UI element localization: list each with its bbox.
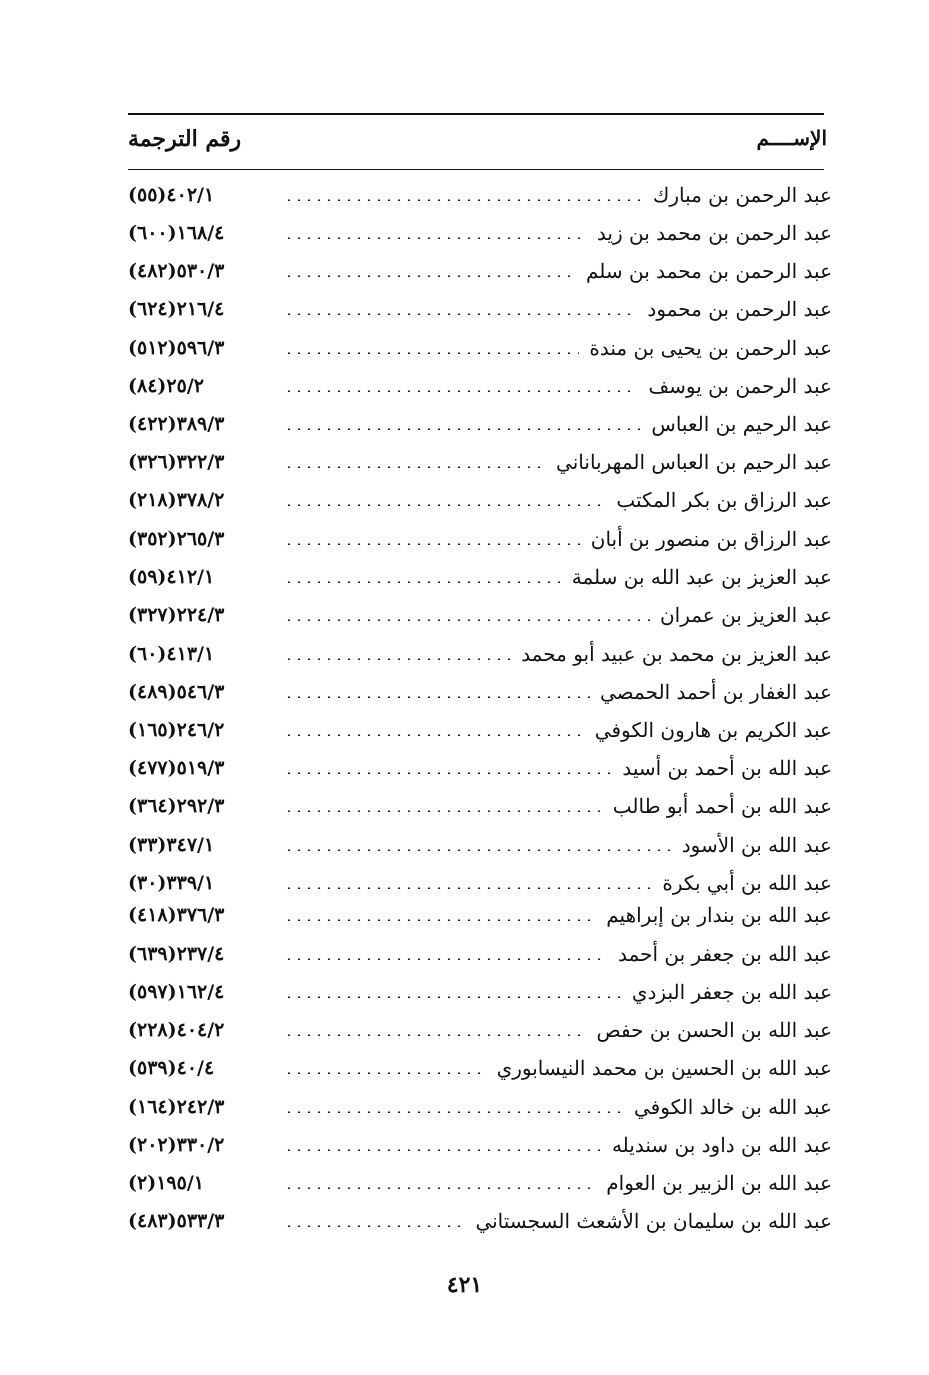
dot-leader (284, 466, 546, 468)
dot-leader (284, 958, 608, 960)
dot-leader (284, 849, 672, 851)
index-entry (128, 1164, 832, 1202)
index-entry (128, 405, 832, 443)
entry-name: عبد الله بن بندار بن إبراهيم (606, 903, 832, 927)
entry-reference: (٦٠٠)١٦٨/٤ (128, 222, 225, 244)
entry-name: عبد الله بن خالد الكوفي (634, 1095, 832, 1119)
entry-name: عبد الرحمن بن محمد بن زيد (596, 221, 832, 245)
entry-name: عبد الله بن الزبير بن العوام (606, 1171, 832, 1195)
entry-reference: (٦٠)٤١٣/١ (128, 643, 215, 665)
entry-name: عبد العزيز بن محمد بن عبيد أبو محمد (521, 642, 832, 666)
dot-leader (284, 658, 511, 660)
entry-reference: (٣٠)٣٣٩/١ (128, 872, 215, 894)
index-entry (128, 1088, 832, 1126)
index-entry (128, 558, 832, 596)
index-entry (128, 367, 832, 405)
dot-leader (284, 237, 587, 239)
entry-reference: (٤١٨)٣٧٦/٣ (128, 904, 225, 926)
index-entry (128, 1049, 832, 1087)
dot-leader (284, 1034, 587, 1036)
entry-name: عبد الله بن داود بن سنديله (611, 1133, 832, 1157)
dot-leader (284, 504, 606, 506)
entry-reference: (٣٢٦)٣٢٢/٣ (128, 451, 225, 473)
entry-name: عبد الرحيم بن العباس المهرباناني (556, 450, 832, 474)
entry-name: عبد الرحمن بن محمود (647, 297, 832, 321)
dot-leader (284, 199, 643, 201)
index-entry (128, 635, 832, 673)
dot-leader (284, 543, 581, 545)
dot-leader (284, 1111, 624, 1113)
entry-reference: (٢١٨)٣٧٨/٢ (128, 489, 225, 511)
entry-name: عبد الله بن سليمان بن الأشعث السجستاني (475, 1209, 832, 1233)
entry-name: عبد العزيز بن عمران (659, 603, 832, 627)
entry-reference: (٤٨٩)٥٤٦/٣ (128, 681, 225, 703)
entry-name: عبد الله بن الأسود (681, 833, 832, 857)
index-entry (128, 749, 832, 787)
entry-reference: (١٦٤)٢٤٢/٣ (128, 1096, 225, 1118)
number-column-header: رقم الترجمة (128, 126, 242, 152)
entry-name: عبد الرزاق بن منصور بن أبان (590, 527, 832, 551)
entry-reference: (٤٨٢)٥٣٠/٣ (128, 260, 225, 282)
dot-leader (284, 581, 562, 583)
entry-name: عبد الله بن أحمد بن أسيد (622, 756, 832, 780)
entry-name: عبد الرحيم بن العباس (651, 412, 832, 436)
dot-leader (284, 772, 612, 774)
entry-name: عبد الله بن الحسن بن حفص (596, 1018, 832, 1042)
index-entry (128, 443, 832, 481)
entry-reference: (٤٢٢)٣٨٩/٣ (128, 413, 225, 435)
index-entry (128, 711, 832, 749)
entry-reference: (٦٣٩)٢٣٧/٤ (128, 943, 225, 965)
entry-reference: (٣٦٤)٢٩٢/٣ (128, 795, 225, 817)
dot-leader (284, 919, 596, 921)
entry-reference: (٣٢٧)٢٢٤/٣ (128, 604, 225, 626)
entry-name: عبد الله بن جعفر البزدي (631, 980, 832, 1004)
entry-reference: (٥١٢)٥٩٦/٣ (128, 337, 225, 359)
index-entry (128, 973, 832, 1011)
entry-name: عبد الرحمن بن محمد بن سلم (585, 259, 832, 283)
dot-leader (284, 1225, 465, 1227)
entry-reference: (٢٢٨)٤٠٤/٢ (128, 1019, 225, 1041)
entry-name: عبد الغفار بن أحمد الحمصي (600, 680, 832, 704)
entry-reference: (٢)١٩٥/١ (128, 1172, 204, 1194)
dot-leader (284, 734, 585, 736)
index-entry (128, 896, 832, 934)
entry-name: عبد الرحمن بن مبارك (652, 183, 832, 207)
entry-reference: (٦٢٤)٢١٦/٤ (128, 298, 225, 320)
index-entry (128, 1011, 832, 1049)
entry-reference: (٤٧٧)٥١٩/٣ (128, 757, 225, 779)
name-column-header: الإســــم (756, 126, 827, 150)
dot-leader (284, 619, 650, 621)
dot-leader (284, 696, 590, 698)
entry-reference: (٢٠٢)٣٣٠/٢ (128, 1134, 225, 1156)
entry-reference: (٥٩)٤١٢/١ (128, 566, 215, 588)
entry-reference: (٣٥٢)٢٦٥/٣ (128, 528, 225, 550)
dot-leader (284, 810, 603, 812)
dot-leader (284, 1072, 487, 1074)
entry-name: عبد الله بن أحمد أبو طالب (612, 794, 832, 818)
dot-leader (284, 996, 622, 998)
dot-leader (284, 1187, 596, 1189)
entry-reference: (٥٩٧)١٦٢/٤ (128, 981, 225, 1003)
entry-reference: (٥٥)٤٠٢/١ (128, 184, 215, 206)
page-number: ٤٢١ (446, 1272, 483, 1298)
entry-name: عبد الله بن الحسين بن محمد النيسابوري (496, 1056, 832, 1080)
index-entry (128, 252, 832, 290)
entry-name: عبد الرزاق بن بكر المكتب (616, 488, 832, 512)
index-entry (128, 176, 832, 214)
index-entry (128, 935, 832, 973)
index-entry (128, 673, 832, 711)
entry-reference: (٣٣)٣٤٧/١ (128, 834, 215, 856)
index-entry (128, 1202, 832, 1240)
index-entry (128, 1126, 832, 1164)
entry-reference: (٥٣٩)٤٠/٤ (128, 1057, 215, 1079)
entry-name: عبد الرحمن بن يوسف (648, 374, 832, 398)
entry-name: عبد الله بن جعفر بن أحمد (618, 942, 832, 966)
entry-reference: (٨٤)٢٥/٢ (128, 375, 204, 397)
index-entry (128, 214, 832, 252)
index-entry (128, 520, 832, 558)
dot-leader (284, 887, 652, 889)
entry-name: عبد الله بن أبي بكرة (662, 871, 832, 895)
entry-reference: (٤٨٣)٥٣٣/٣ (128, 1210, 225, 1232)
index-entry (128, 481, 832, 519)
header-rule (128, 169, 824, 170)
dot-leader (284, 428, 641, 430)
entry-name: عبد الكريم بن هارون الكوفي (594, 718, 832, 742)
index-entry (128, 596, 832, 634)
entry-name: عبد العزيز بن عبد الله بن سلمة (571, 565, 832, 589)
index-entry (128, 826, 832, 864)
dot-leader (284, 313, 637, 315)
entry-name: عبد الرحمن بن يحيى بن مندة (589, 336, 832, 360)
index-entry (128, 290, 832, 328)
dot-leader (284, 390, 638, 392)
entry-reference: (١٦٥)٢٤٦/٢ (128, 719, 225, 741)
index-entry (128, 329, 832, 367)
dot-leader (284, 352, 579, 354)
index-entry (128, 787, 832, 825)
top-rule (128, 113, 824, 115)
dot-leader (284, 275, 576, 277)
dot-leader (284, 1149, 602, 1151)
